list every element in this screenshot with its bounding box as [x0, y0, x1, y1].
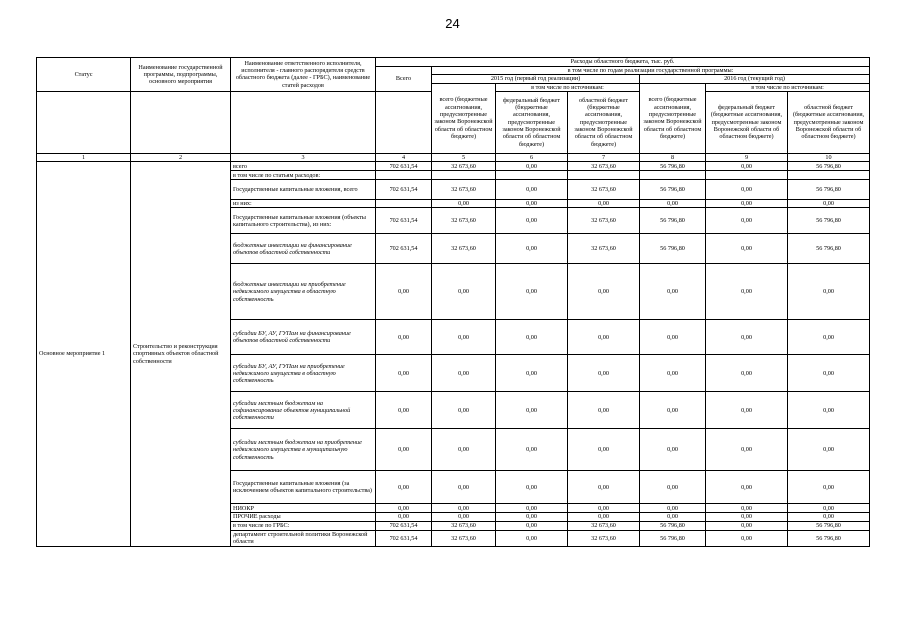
- value-cell: 0,00: [706, 234, 788, 264]
- value-cell: 0,00: [376, 471, 432, 504]
- value-cell: 0,00: [496, 264, 568, 320]
- value-cell: 0,00: [788, 504, 870, 513]
- value-cell: 32 673,60: [432, 521, 496, 530]
- value-cell: 0,00: [568, 392, 640, 429]
- value-cell: 56 796,80: [788, 208, 870, 234]
- header-year2: 2016 год (текущий год): [640, 75, 870, 83]
- value-cell: 0,00: [706, 320, 788, 355]
- value-cell: 0,00: [496, 521, 568, 530]
- value-cell: 0,00: [432, 200, 496, 208]
- value-cell: 0,00: [432, 429, 496, 471]
- header-status: Статус: [37, 58, 131, 92]
- table-row: [37, 162, 870, 171]
- row-label: Государственные капитальные вложения, всего: [231, 180, 376, 200]
- value-cell: [496, 171, 568, 180]
- row-label: субсидии БУ, АУ, ГУПам на финансирование объектов областной собственности: [231, 320, 376, 355]
- row-label: в том числе по ГРБС:: [231, 521, 376, 530]
- value-cell: 56 796,80: [788, 530, 870, 546]
- value-cell: 0,00: [376, 392, 432, 429]
- header-expenses-title: Расходы областного бюджета, тыс. руб.: [376, 58, 870, 67]
- value-cell: 32 673,60: [432, 162, 496, 171]
- value-cell: 0,00: [788, 200, 870, 208]
- row-label: ПРОЧИЕ расходы: [231, 513, 376, 521]
- value-cell: 0,00: [706, 513, 788, 521]
- row-label: департамент строительной политики Воронежской области: [231, 530, 376, 546]
- value-cell: 0,00: [568, 429, 640, 471]
- value-cell: 56 796,80: [788, 234, 870, 264]
- row-label: субсидии местным бюджетам на софинансирование объектов муниципальной собственности: [231, 392, 376, 429]
- value-cell: 0,00: [496, 162, 568, 171]
- value-cell: 0,00: [568, 200, 640, 208]
- value-cell: 0,00: [376, 355, 432, 392]
- column-number: 5: [432, 153, 496, 161]
- value-cell: 32 673,60: [568, 521, 640, 530]
- value-cell: 56 796,80: [640, 530, 706, 546]
- value-cell: 0,00: [640, 429, 706, 471]
- column-number: 7: [568, 153, 640, 161]
- value-cell: 32 673,60: [568, 162, 640, 171]
- header-y1-total: всего (бюджетные ассигнования, предусмотренные законом Воронежской области об областном бюджете): [432, 83, 496, 153]
- value-cell: 0,00: [568, 264, 640, 320]
- header-y2-federal: федеральный бюджет (бюджетные ассигнования, предусмотренные законом Воронежской области об областном бюджете): [706, 91, 788, 153]
- value-cell: 0,00: [496, 200, 568, 208]
- value-cell: 0,00: [640, 471, 706, 504]
- value-cell: 0,00: [706, 180, 788, 200]
- budget-table: [36, 57, 870, 547]
- header-y1-by-sources: в том числе по источникам:: [496, 83, 640, 91]
- value-cell: 702 631,54: [376, 234, 432, 264]
- value-cell: 32 673,60: [432, 180, 496, 200]
- value-cell: 0,00: [788, 471, 870, 504]
- value-cell: 0,00: [568, 320, 640, 355]
- value-cell: 56 796,80: [640, 234, 706, 264]
- value-cell: 0,00: [496, 180, 568, 200]
- value-cell: [432, 171, 496, 180]
- value-cell: 0,00: [640, 264, 706, 320]
- value-cell: 0,00: [788, 429, 870, 471]
- value-cell: 0,00: [376, 429, 432, 471]
- value-cell: 0,00: [432, 320, 496, 355]
- value-cell: 0,00: [496, 355, 568, 392]
- value-cell: 0,00: [496, 234, 568, 264]
- value-cell: 0,00: [706, 504, 788, 513]
- value-cell: 0,00: [432, 392, 496, 429]
- value-cell: 702 631,54: [376, 180, 432, 200]
- value-cell: 702 631,54: [376, 521, 432, 530]
- value-cell: 0,00: [640, 504, 706, 513]
- header-total-cont: [376, 91, 432, 153]
- value-cell: 0,00: [432, 513, 496, 521]
- header-y2-total: всего (бюджетные ассигнования, предусмотренные законом Воронежской области об областном бюджете): [640, 83, 706, 153]
- value-cell: 0,00: [496, 513, 568, 521]
- row-label: НИОКР: [231, 504, 376, 513]
- value-cell: 0,00: [788, 355, 870, 392]
- value-cell: 0,00: [640, 355, 706, 392]
- header-name-cont: [131, 91, 231, 153]
- value-cell: 0,00: [376, 504, 432, 513]
- value-cell: 32 673,60: [568, 530, 640, 546]
- row-label: в том числе по статьям расходов:: [231, 171, 376, 180]
- value-cell: 0,00: [706, 530, 788, 546]
- value-cell: 0,00: [706, 208, 788, 234]
- value-cell: 0,00: [640, 320, 706, 355]
- value-cell: 56 796,80: [788, 162, 870, 171]
- column-number: 1: [37, 153, 131, 161]
- value-cell: [640, 171, 706, 180]
- value-cell: 0,00: [706, 429, 788, 471]
- value-cell: 56 796,80: [640, 521, 706, 530]
- value-cell: 56 796,80: [788, 521, 870, 530]
- page-number: 24: [445, 16, 460, 31]
- row-label: из них:: [231, 200, 376, 208]
- value-cell: 0,00: [788, 320, 870, 355]
- value-cell: 0,00: [706, 200, 788, 208]
- header-executor: Наименование ответственного исполнителя, исполнителя - главного распорядителя средств областного бюджета (далее - ГРБС), наименование статей расходов: [231, 58, 376, 92]
- value-cell: 0,00: [706, 355, 788, 392]
- header-y2-regional: областной бюджет (бюджетные ассигнования, предусмотренные законом Воронежской области об областном бюджете): [788, 91, 870, 153]
- value-cell: 0,00: [496, 320, 568, 355]
- header-year1: 2015 год (первый год реализации): [432, 75, 640, 83]
- column-number: 9: [706, 153, 788, 161]
- column-number: 4: [376, 153, 432, 161]
- value-cell: 56 796,80: [640, 180, 706, 200]
- column-number: 3: [231, 153, 376, 161]
- value-cell: 32 673,60: [568, 208, 640, 234]
- value-cell: 0,00: [706, 162, 788, 171]
- column-number: 10: [788, 153, 870, 161]
- value-cell: 56 796,80: [788, 180, 870, 200]
- value-cell: 0,00: [568, 504, 640, 513]
- value-cell: 702 631,54: [376, 162, 432, 171]
- value-cell: 56 796,80: [640, 208, 706, 234]
- value-cell: [706, 171, 788, 180]
- header-by-years: в том числе по годам реализации государственной программы:: [432, 67, 870, 75]
- value-cell: 32 673,60: [432, 208, 496, 234]
- value-cell: 0,00: [432, 471, 496, 504]
- value-cell: 56 796,80: [640, 162, 706, 171]
- value-cell: 0,00: [496, 530, 568, 546]
- row-label: бюджетные инвестиции на приобретение недвижимого имущества в областную собственность: [231, 264, 376, 320]
- value-cell: 0,00: [788, 264, 870, 320]
- value-cell: 0,00: [706, 392, 788, 429]
- row-label: Государственные капитальные вложения (объекты капитального строительства), из них:: [231, 208, 376, 234]
- row-label: субсидии БУ, АУ, ГУПам на приобретение недвижимого имущества в областную собственность: [231, 355, 376, 392]
- value-cell: 0,00: [376, 320, 432, 355]
- value-cell: 0,00: [432, 504, 496, 513]
- value-cell: 0,00: [568, 513, 640, 521]
- value-cell: [376, 200, 432, 208]
- value-cell: 0,00: [496, 392, 568, 429]
- value-cell: 0,00: [640, 200, 706, 208]
- header-status-cont: [37, 91, 131, 153]
- value-cell: 32 673,60: [432, 234, 496, 264]
- column-number: 8: [640, 153, 706, 161]
- value-cell: 0,00: [496, 504, 568, 513]
- value-cell: 0,00: [640, 392, 706, 429]
- column-number: 6: [496, 153, 568, 161]
- value-cell: 32 673,60: [432, 530, 496, 546]
- value-cell: 0,00: [432, 355, 496, 392]
- value-cell: 0,00: [376, 264, 432, 320]
- header-executor-cont: [231, 91, 376, 153]
- header-y1-federal: федеральный бюджет (бюджетные ассигнования, предусмотренные законом Воронежской области об областном бюджете): [496, 91, 568, 153]
- header-y1-regional: областной бюджет (бюджетные ассигнования, предусмотренные законом Воронежской области об областном бюджете): [568, 91, 640, 153]
- value-cell: [788, 171, 870, 180]
- value-cell: 32 673,60: [568, 180, 640, 200]
- value-cell: [568, 171, 640, 180]
- header-total: Всего: [376, 67, 432, 92]
- value-cell: 0,00: [568, 471, 640, 504]
- value-cell: 0,00: [788, 513, 870, 521]
- value-cell: 0,00: [788, 392, 870, 429]
- value-cell: 0,00: [640, 513, 706, 521]
- value-cell: [376, 171, 432, 180]
- value-cell: 0,00: [706, 521, 788, 530]
- value-cell: 0,00: [706, 471, 788, 504]
- row-label: всего: [231, 162, 376, 171]
- value-cell: 0,00: [568, 355, 640, 392]
- column-number: 2: [131, 153, 231, 161]
- row-label: субсидии местным бюджетам на приобретение недвижимого имущества в муниципальную собственность: [231, 429, 376, 471]
- value-cell: 702 631,54: [376, 530, 432, 546]
- row-label: Государственные капитальные вложения (за исключением объектов капитального строительства): [231, 471, 376, 504]
- name-cell: Строительство и реконструкция спортивных объектов областной собственности: [131, 162, 231, 547]
- header-y2-by-sources: в том числе по источникам:: [706, 83, 870, 91]
- value-cell: 0,00: [376, 513, 432, 521]
- value-cell: 0,00: [496, 429, 568, 471]
- value-cell: 0,00: [706, 264, 788, 320]
- column-numbers-row: [37, 153, 870, 161]
- header-name: Наименование государственной программы, подпрограммы, основного мероприятия: [131, 58, 231, 92]
- value-cell: 0,00: [432, 264, 496, 320]
- value-cell: 702 631,54: [376, 208, 432, 234]
- row-label: бюджетные инвестиции на финансирование объектов областной собственности: [231, 234, 376, 264]
- value-cell: 0,00: [496, 208, 568, 234]
- status-cell: Основное мероприятие 1: [37, 162, 131, 547]
- value-cell: 0,00: [496, 471, 568, 504]
- value-cell: 32 673,60: [568, 234, 640, 264]
